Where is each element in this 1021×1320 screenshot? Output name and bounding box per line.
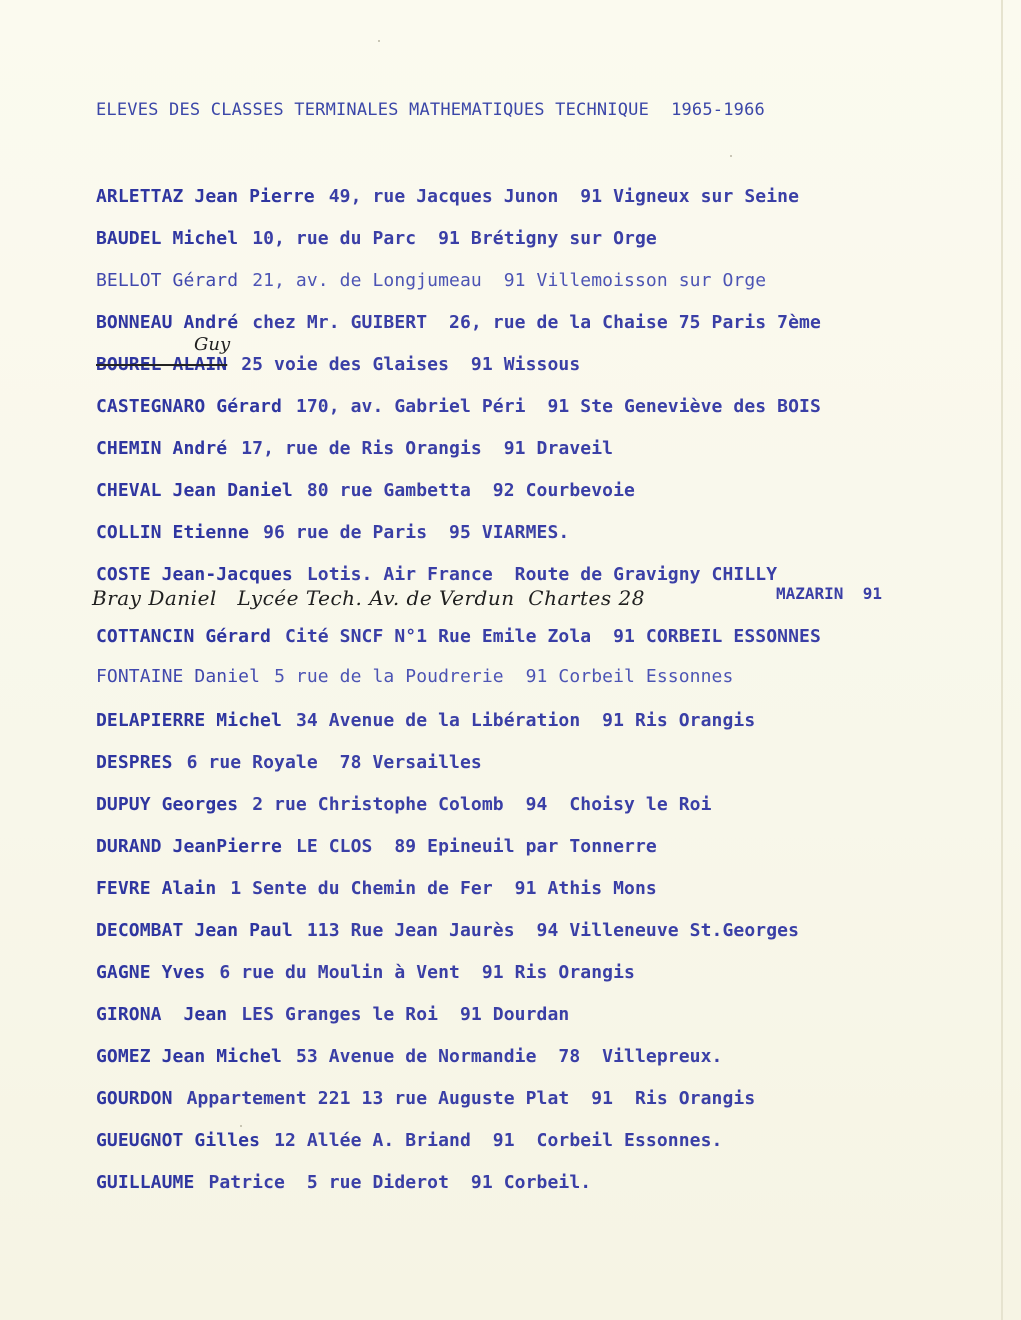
student-row xyxy=(96,1004,569,1025)
student-row xyxy=(96,962,635,983)
student-address: 2 rue Christophe Colomb 94 Choisy le Roi xyxy=(252,794,712,815)
student-address: 12 Allée A. Briand 91 Corbeil Essonnes. xyxy=(274,1130,723,1151)
student-row xyxy=(96,710,755,731)
document-title xyxy=(96,100,765,120)
student-address: Lotis. Air France Route de Gravigny CHILLY xyxy=(306,564,778,585)
student-row xyxy=(96,312,821,333)
student-address: chez Mr. GUIBERT 26, rue de la Chaise 75 Paris 7ème xyxy=(252,312,821,333)
student-name: GUEUGNOT Gilles xyxy=(96,1130,261,1151)
student-address: 21, av. de Longjumeau 91 Villemoisson sur Orge xyxy=(252,270,767,291)
student-name: COLLIN Etienne xyxy=(96,522,250,543)
student-row xyxy=(96,666,733,687)
student-address: 34 Avenue de la Libération 91 Ris Orangis xyxy=(295,710,756,731)
student-address: 5 rue de la Poudrerie 91 Corbeil Essonnes xyxy=(274,666,734,687)
student-row xyxy=(96,878,657,899)
title-text: ELEVES DES CLASSES TERMINALES MATHEMATIQUES TECHNIQUE xyxy=(96,100,650,120)
paper-speck xyxy=(240,1125,242,1127)
student-row xyxy=(96,186,799,207)
paper-speck xyxy=(378,40,380,42)
student-row xyxy=(96,836,657,857)
student-address: LE CLOS 89 Epineuil par Tonnerre xyxy=(295,836,657,857)
student-row xyxy=(96,480,635,501)
student-address: 113 Rue Jean Jaurès 94 Villeneuve St.Georges xyxy=(306,920,800,941)
student-address: Cité SNCF N°1 Rue Emile Zola 91 CORBEIL ESSONNES xyxy=(285,626,821,647)
student-row xyxy=(96,1088,755,1109)
student-row xyxy=(96,626,821,647)
student-name: DESPRES xyxy=(96,752,173,773)
student-name: BONNEAU André xyxy=(96,312,239,333)
student-row xyxy=(96,1172,591,1193)
student-row xyxy=(96,564,777,585)
student-row xyxy=(96,396,821,417)
student-address: 10, rue du Parc 91 Brétigny sur Orge xyxy=(252,228,657,249)
student-row xyxy=(96,354,580,375)
mazarin-note: MAZARIN 91 xyxy=(776,584,882,603)
student-row xyxy=(96,522,569,543)
student-name: GOMEZ Jean Michel xyxy=(96,1046,282,1067)
student-row xyxy=(96,1130,722,1151)
student-name: COTTANCIN Gérard xyxy=(96,626,271,647)
student-name: GIRONA Jean xyxy=(96,1004,228,1025)
student-row xyxy=(96,794,712,815)
student-name: GAGNE Yves xyxy=(96,962,206,983)
student-address: 25 voie des Glaises 91 Wissous xyxy=(241,354,581,375)
handwritten-line: Bray Daniel Lycée Tech. Av. de Verdun Chartes 28 xyxy=(92,586,645,610)
student-name: BAUDEL Michel xyxy=(96,228,239,249)
title-year: 1965-1966 xyxy=(671,100,765,120)
student-address: Patrice 5 rue Diderot 91 Corbeil. xyxy=(208,1172,592,1193)
student-row xyxy=(96,752,482,773)
student-name: DECOMBAT Jean Paul xyxy=(96,920,293,941)
student-name: COSTE Jean-Jacques xyxy=(96,564,293,585)
student-address: 49, rue Jacques Junon 91 Vigneux sur Seine xyxy=(328,186,800,207)
student-address: 17, rue de Ris Orangis 91 Draveil xyxy=(241,438,614,459)
student-name: CASTEGNARO Gérard xyxy=(96,396,282,417)
student-row xyxy=(96,920,799,941)
student-address: 96 rue de Paris 95 VIARMES. xyxy=(263,522,570,543)
student-name: DUPUY Georges xyxy=(96,794,239,815)
student-name: CHEMIN André xyxy=(96,438,228,459)
student-name: CHEVAL Jean Daniel xyxy=(96,480,293,501)
student-address: 1 Sente du Chemin de Fer 91 Athis Mons xyxy=(230,878,657,899)
student-name: DURAND JeanPierre xyxy=(96,836,282,857)
student-row xyxy=(96,228,657,249)
student-address: Appartement 221 13 rue Auguste Plat 91 Ris Orangis xyxy=(186,1088,756,1109)
paper-edge xyxy=(1001,0,1003,1320)
student-address: 170, av. Gabriel Péri 91 Ste Geneviève des BOIS xyxy=(295,396,821,417)
student-name: BOUREL ALAIN xyxy=(96,354,228,375)
student-name: FEVRE Alain xyxy=(96,878,217,899)
student-name: DELAPIERRE Michel xyxy=(96,710,282,731)
student-row xyxy=(96,1046,722,1067)
student-name: BELLOT Gérard xyxy=(96,270,239,291)
handwritten-correction: Guy xyxy=(194,334,231,355)
student-name: FONTAINE Daniel xyxy=(96,666,261,687)
student-name: GOURDON xyxy=(96,1088,173,1109)
paper-speck xyxy=(730,155,732,157)
student-row xyxy=(96,270,766,291)
student-name: GUILLAUME xyxy=(96,1172,195,1193)
student-address: 53 Avenue de Normandie 78 Villepreux. xyxy=(295,1046,723,1067)
student-address: LES Granges le Roi 91 Dourdan xyxy=(241,1004,570,1025)
student-address: 6 rue du Moulin à Vent 91 Ris Orangis xyxy=(219,962,635,983)
student-address: 80 rue Gambetta 92 Courbevoie xyxy=(306,480,635,501)
student-address: 6 rue Royale 78 Versailles xyxy=(186,752,482,773)
student-name: ARLETTAZ Jean Pierre xyxy=(96,186,315,207)
student-row xyxy=(96,438,613,459)
